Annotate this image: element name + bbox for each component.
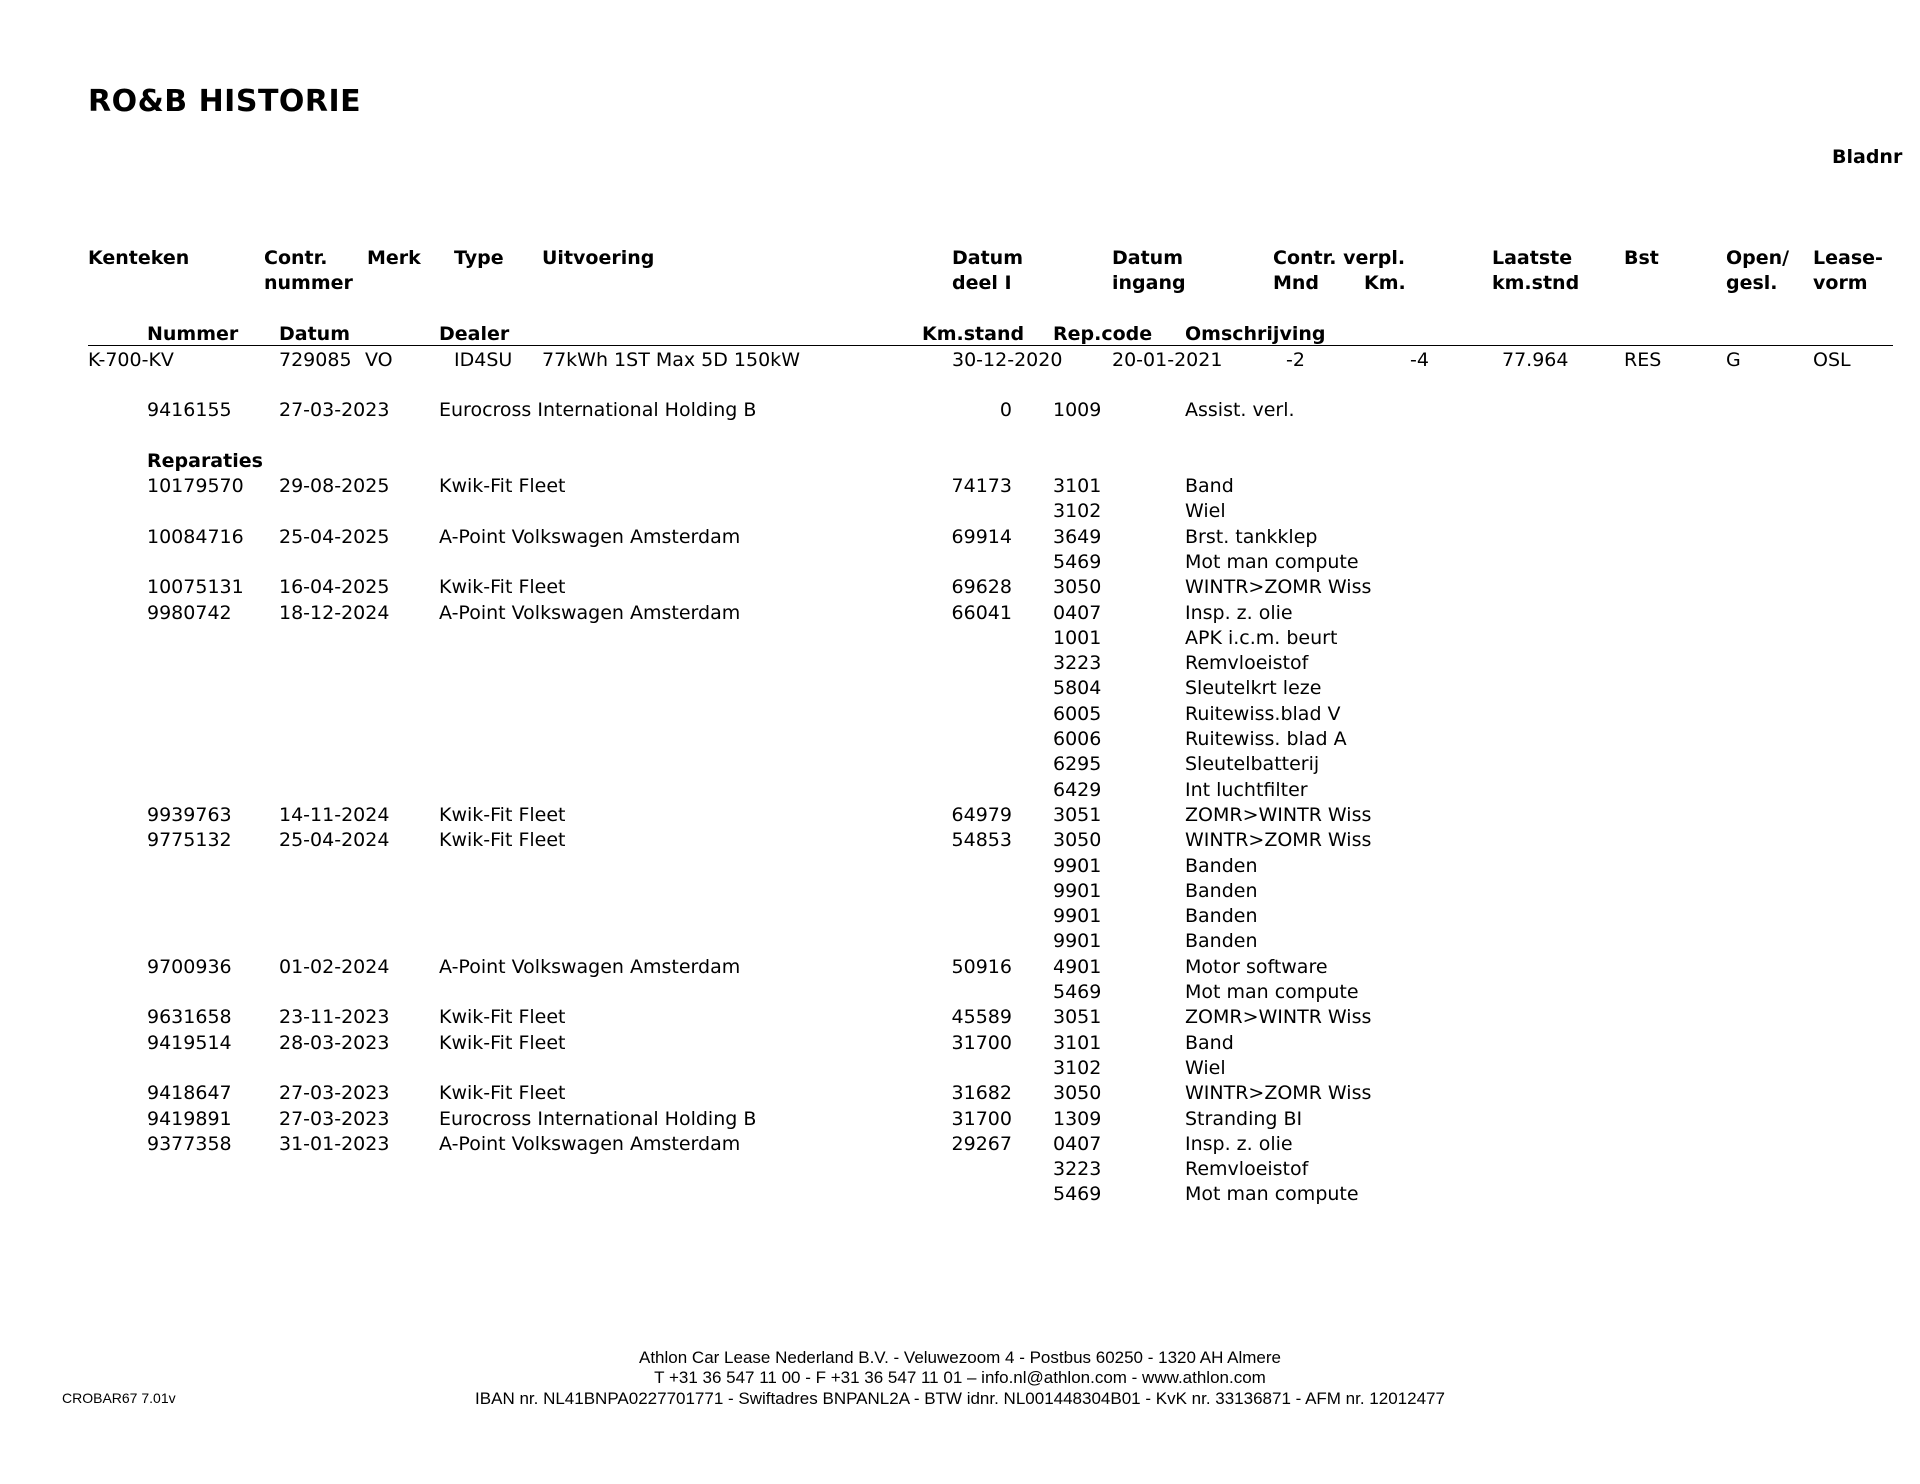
repair-dealer: Kwik-Fit Fleet xyxy=(439,829,566,852)
header-contr: Contr. nummer xyxy=(264,247,353,294)
repair-omschrijving: Mot man compute xyxy=(1185,1183,1359,1206)
repair-omschrijving: Insp. z. olie xyxy=(1185,1132,1293,1155)
repair-code: 9901 xyxy=(1053,879,1102,902)
header-rule xyxy=(88,345,1893,346)
repair-code: 3050 xyxy=(1053,1082,1102,1105)
repair-km: 50916 xyxy=(951,955,1012,978)
repair-code: 9901 xyxy=(1053,905,1102,928)
vehicle-mnd: -2 xyxy=(1286,349,1305,371)
repair-omschrijving: WINTR>ZOMR Wiss xyxy=(1185,576,1372,599)
repair-datum: 25-04-2024 xyxy=(279,829,390,852)
assist-omschrijving: Assist. verl. xyxy=(1185,399,1295,421)
repair-code: 0407 xyxy=(1053,601,1102,624)
repair-code: 3051 xyxy=(1053,1006,1102,1029)
repair-km: 29267 xyxy=(951,1132,1012,1155)
repair-code: 4901 xyxy=(1053,955,1102,978)
repair-km: 64979 xyxy=(951,803,1012,826)
repair-datum: 28-03-2023 xyxy=(279,1031,390,1054)
repair-omschrijving: WINTR>ZOMR Wiss xyxy=(1185,829,1372,852)
assist-dealer: Eurocross International Holding B xyxy=(439,399,757,421)
subheader-nummer: Nummer xyxy=(147,323,239,345)
repair-code: 6005 xyxy=(1053,702,1102,725)
header-laatste: Laatste km.stnd xyxy=(1492,247,1580,294)
repair-omschrijving: Band xyxy=(1185,1031,1234,1054)
repair-km: 74173 xyxy=(951,475,1012,497)
repair-dealer: Kwik-Fit Fleet xyxy=(439,576,566,599)
repair-datum: 23-11-2023 xyxy=(279,1006,390,1029)
repair-nummer: 10075131 xyxy=(147,576,244,599)
repair-km: 31682 xyxy=(951,1082,1012,1105)
repair-dealer: Kwik-Fit Fleet xyxy=(439,475,566,497)
repair-nummer: 10179570 xyxy=(147,475,244,497)
vehicle-bst: RES xyxy=(1624,349,1662,371)
repair-km: 66041 xyxy=(951,601,1012,624)
repair-datum: 14-11-2024 xyxy=(279,803,390,826)
repair-code: 3102 xyxy=(1053,500,1102,523)
repair-datum: 27-03-2023 xyxy=(279,1082,390,1105)
assist-nummer: 9416155 xyxy=(147,399,232,421)
repair-omschrijving: ZOMR>WINTR Wiss xyxy=(1185,1006,1372,1029)
repair-code: 6295 xyxy=(1053,753,1102,776)
header-mnd: Mnd xyxy=(1273,272,1320,294)
repair-code: 3223 xyxy=(1053,1158,1102,1181)
repair-dealer: A-Point Volkswagen Amsterdam xyxy=(439,601,741,624)
repair-code: 5469 xyxy=(1053,1183,1102,1206)
repair-code: 3102 xyxy=(1053,1056,1102,1079)
repair-code: 1001 xyxy=(1053,626,1102,649)
repair-km: 45589 xyxy=(951,1006,1012,1029)
subheader-omschrijving: Omschrijving xyxy=(1185,323,1326,345)
repair-code: 5469 xyxy=(1053,550,1102,573)
repair-datum: 27-03-2023 xyxy=(279,1107,390,1130)
repair-datum: 25-04-2025 xyxy=(279,525,390,548)
header-merk: Merk xyxy=(367,247,421,269)
repair-code: 3649 xyxy=(1053,525,1102,548)
repair-nummer: 9631658 xyxy=(147,1006,232,1029)
repair-dealer: Kwik-Fit Fleet xyxy=(439,803,566,826)
repair-omschrijving: Banden xyxy=(1185,879,1258,902)
repair-omschrijving: Ruitewiss.blad V xyxy=(1185,702,1341,725)
repair-nummer: 9775132 xyxy=(147,829,232,852)
repair-omschrijving: Banden xyxy=(1185,854,1258,877)
header-datum-ingang: Datum ingang xyxy=(1112,247,1186,294)
repair-omschrijving: Wiel xyxy=(1185,1056,1226,1079)
footer-bank: IBAN nr. NL41BNPA0227701771 - Swiftadres BNPANL2A - BTW idnr. NL001448304B01 - KvK nr. 33136871 - AFM nr. 12012477 xyxy=(475,1389,1445,1408)
header-contr-verpl: Contr. verpl. xyxy=(1273,247,1406,269)
repair-omschrijving: Sleutelbatterij xyxy=(1185,753,1320,776)
repair-nummer: 9419514 xyxy=(147,1031,232,1054)
header-uitvoering: Uitvoering xyxy=(542,247,655,269)
repair-code: 1309 xyxy=(1053,1107,1102,1130)
subheader-repcode: Rep.code xyxy=(1053,323,1153,345)
repair-omschrijving: WINTR>ZOMR Wiss xyxy=(1185,1082,1372,1105)
repair-code: 3101 xyxy=(1053,475,1102,497)
footer-address: Athlon Car Lease Nederland B.V. - Veluwezoom 4 - Postbus 60250 - 1320 AH Almere xyxy=(639,1348,1281,1367)
repair-nummer: 9700936 xyxy=(147,955,232,978)
repair-dealer: A-Point Volkswagen Amsterdam xyxy=(439,525,741,548)
bladnr-label: Bladnr xyxy=(1832,146,1903,168)
repair-km: 31700 xyxy=(951,1031,1012,1054)
repair-datum: 18-12-2024 xyxy=(279,601,390,624)
repair-omschrijving: Insp. z. olie xyxy=(1185,601,1293,624)
repair-omschrijving: Mot man compute xyxy=(1185,550,1359,573)
repair-code: 9901 xyxy=(1053,854,1102,877)
repair-dealer: Eurocross International Holding B xyxy=(439,1107,757,1130)
repair-datum: 31-01-2023 xyxy=(279,1132,390,1155)
subheader-datum: Datum xyxy=(279,323,350,345)
vehicle-merk: VO xyxy=(365,349,393,371)
repair-dealer: Kwik-Fit Fleet xyxy=(439,1082,566,1105)
repair-dealer: A-Point Volkswagen Amsterdam xyxy=(439,1132,741,1155)
page-title: RO&B HISTORIE xyxy=(88,84,362,119)
repair-omschrijving: Brst. tankklep xyxy=(1185,525,1318,548)
repair-dealer: A-Point Volkswagen Amsterdam xyxy=(439,955,741,978)
repair-km: 69914 xyxy=(951,525,1012,548)
repair-code: 3050 xyxy=(1053,576,1102,599)
repair-omschrijving: Wiel xyxy=(1185,500,1226,523)
repair-nummer: 9418647 xyxy=(147,1082,232,1105)
repair-datum: 29-08-2025 xyxy=(279,475,390,497)
repair-code: 3223 xyxy=(1053,652,1102,675)
repair-code: 6429 xyxy=(1053,778,1102,801)
subheader-kmstand: Km.stand xyxy=(922,323,1025,345)
repair-omschrijving: Stranding BI xyxy=(1185,1107,1303,1130)
vehicle-contract: 729085 xyxy=(279,349,352,371)
vehicle-datum-ingang: 20-01-2021 xyxy=(1112,349,1223,371)
repair-code: 0407 xyxy=(1053,1132,1102,1155)
assist-km: 0 xyxy=(999,399,1012,421)
repair-code: 6006 xyxy=(1053,728,1102,750)
repair-code: 5804 xyxy=(1053,677,1102,700)
repair-omschrijving: Ruitewiss. blad A xyxy=(1185,728,1347,750)
repair-omschrijving: Int luchtfilter xyxy=(1185,778,1308,801)
footer-contact: T +31 36 547 11 00 - F +31 36 547 11 01 – info.nl@athlon.com - www.athlon.com xyxy=(654,1368,1266,1387)
reparaties-label: Reparaties xyxy=(147,450,263,472)
vehicle-datum-deel: 30-12-2020 xyxy=(952,349,1063,371)
repair-nummer: 10084716 xyxy=(147,525,244,548)
repair-omschrijving: Remvloeistof xyxy=(1185,652,1309,675)
header-datum-deel: Datum deel I xyxy=(952,247,1023,294)
repair-omschrijving: Band xyxy=(1185,475,1234,497)
vehicle-kenteken: K-700-KV xyxy=(88,349,174,371)
vehicle-open: G xyxy=(1726,349,1741,371)
vehicle-type: ID4SU xyxy=(454,349,513,371)
vehicle-km: -4 xyxy=(1410,349,1429,371)
repair-nummer: 9419891 xyxy=(147,1107,232,1130)
repair-nummer: 9939763 xyxy=(147,803,232,826)
repair-code: 9901 xyxy=(1053,930,1102,953)
repair-nummer: 9377358 xyxy=(147,1132,232,1155)
repair-km: 54853 xyxy=(951,829,1012,852)
repair-omschrijving: Banden xyxy=(1185,930,1258,953)
repair-omschrijving: Sleutelkrt leze xyxy=(1185,677,1322,700)
repair-code: 3050 xyxy=(1053,829,1102,852)
vehicle-uitvoering: 77kWh 1ST Max 5D 150kW xyxy=(542,349,800,371)
repair-omschrijving: Remvloeistof xyxy=(1185,1158,1309,1181)
repair-code: 3051 xyxy=(1053,803,1102,826)
repair-km: 69628 xyxy=(951,576,1012,599)
form-code: CROBAR67 7.01v xyxy=(62,1390,176,1406)
repair-dealer: Kwik-Fit Fleet xyxy=(439,1031,566,1054)
assist-code: 1009 xyxy=(1053,399,1102,421)
repair-datum: 16-04-2025 xyxy=(279,576,390,599)
header-kenteken: Kenteken xyxy=(88,247,190,269)
repair-omschrijving: Banden xyxy=(1185,905,1258,928)
repair-km: 31700 xyxy=(951,1107,1012,1130)
repair-code: 5469 xyxy=(1053,981,1102,1003)
vehicle-laatste-km: 77.964 xyxy=(1502,349,1569,371)
header-km: Km. xyxy=(1364,272,1406,294)
header-open: Open/ gesl. xyxy=(1726,247,1790,294)
repair-dealer: Kwik-Fit Fleet xyxy=(439,1006,566,1029)
header-type: Type xyxy=(454,247,504,269)
header-bst: Bst xyxy=(1624,247,1659,269)
repair-omschrijving: ZOMR>WINTR Wiss xyxy=(1185,803,1372,826)
repair-nummer: 9980742 xyxy=(147,601,232,624)
assist-datum: 27-03-2023 xyxy=(279,399,390,421)
repair-omschrijving: Mot man compute xyxy=(1185,981,1359,1003)
vehicle-lease: OSL xyxy=(1813,349,1851,371)
repair-omschrijving: APK i.c.m. beurt xyxy=(1185,626,1338,649)
repair-code: 3101 xyxy=(1053,1031,1102,1054)
repair-datum: 01-02-2024 xyxy=(279,955,390,978)
repair-omschrijving: Motor software xyxy=(1185,955,1328,978)
header-lease: Lease- vorm xyxy=(1813,247,1883,294)
subheader-dealer: Dealer xyxy=(439,323,510,345)
